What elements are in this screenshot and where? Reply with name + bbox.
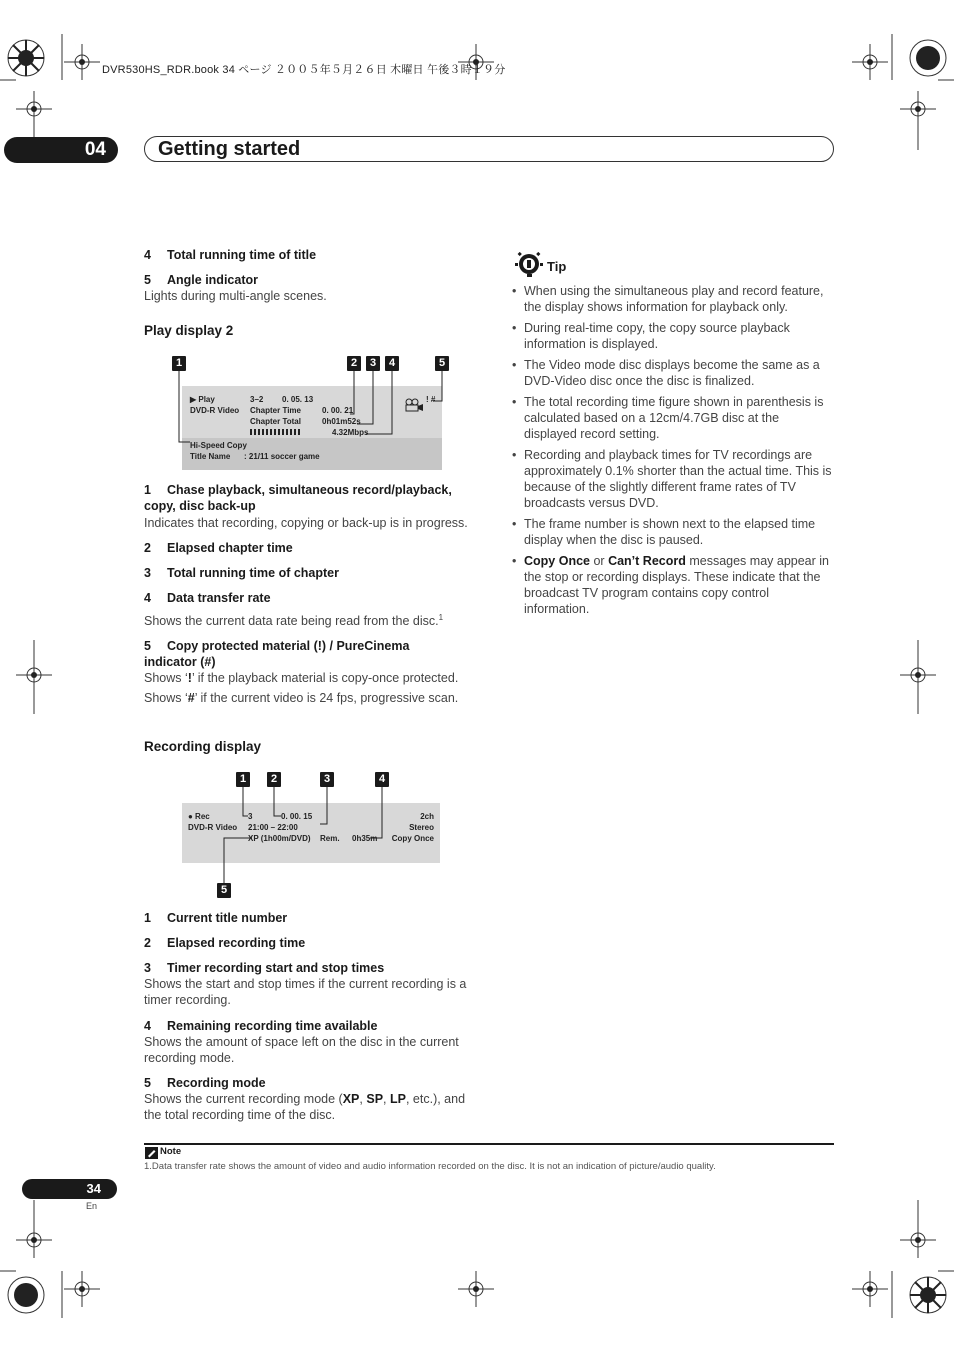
item-remaining-time: 4 Remaining recording time available xyxy=(144,1019,378,1033)
rec-leader-lines xyxy=(180,772,450,900)
note-pencil-icon xyxy=(145,1147,158,1159)
leader-lines xyxy=(172,356,462,476)
remaining-time-desc: Shows the amount of space left on the disc in the current recording mode. xyxy=(144,1035,459,1065)
item-copy-protected: 5 Copy protected material (!) / PureCinema indicator (#) xyxy=(144,639,410,670)
note-heading: Note xyxy=(160,1146,182,1157)
item-recording-mode: 5 Recording mode xyxy=(144,1076,266,1090)
tip-bullet-copy-once: • Copy Once or Can’t Record messages may appear in the stop or recording displays. These indicate that the broadcast TV program contains copy control information. xyxy=(512,553,834,617)
rec-callout-1: 1 xyxy=(236,772,250,787)
recording-screen: ● Rec DVD-R Video 3 0. 00. 15 21:00 – 22:00 XP (1h00m/DVD) Rem. 0h35m 2ch Stereo Copy Once xyxy=(182,803,440,863)
chase-playback-desc: Indicates that recording, copying or back-up is in progress. xyxy=(144,516,468,530)
chapter-title: Getting started xyxy=(158,138,301,160)
footnote-ref: 1 xyxy=(438,613,444,622)
recording-display-diagram xyxy=(180,772,450,900)
rec-callout-4: 4 xyxy=(375,772,389,787)
item-elapsed-recording-time: 2 Elapsed recording time xyxy=(144,936,306,950)
item-angle-indicator: 5 Angle indicator xyxy=(144,273,258,287)
angle-indicator-desc: Lights during multi-angle scenes. xyxy=(144,289,327,303)
item-total-running-time-chapter: 3 Total running time of chapter xyxy=(144,566,339,580)
chapter-number-badge: 04 xyxy=(4,137,118,163)
item-elapsed-chapter-time: 2 Elapsed chapter time xyxy=(144,541,293,555)
tip-bullet: • When using the simultaneous play and record feature, the display shows information for playback only. xyxy=(512,283,834,315)
callout-5: 5 xyxy=(435,356,449,371)
item-data-transfer-rate: 4 Data transfer rate xyxy=(144,591,271,605)
rec-callout-2: 2 xyxy=(267,772,281,787)
rec-callout-3: 3 xyxy=(320,772,334,787)
book-file-info: DVR530HS_RDR.book 34 ページ ２００５年５月２６日 木曜日 午後３時１９分 xyxy=(102,64,506,76)
timer-times-desc: Shows the start and stop times if the current recording is a timer recording. xyxy=(144,977,467,1007)
callout-1: 1 xyxy=(172,356,186,371)
tip-heading: Tip xyxy=(547,259,567,274)
recording-display-items xyxy=(144,910,484,1123)
tip-lightbulb-icon xyxy=(515,252,543,278)
play-display-2-heading: Play display 2 xyxy=(144,323,234,338)
recording-mode-desc: Shows the current recording mode (XP, SP, LP, etc.), and the total recording time of the disc. xyxy=(144,1092,466,1122)
rec-callout-5: 5 xyxy=(217,883,231,898)
play-display-2-diagram xyxy=(172,356,462,476)
item-current-title-number: 1 Current title number xyxy=(144,911,288,925)
play-display-2-items xyxy=(144,482,484,706)
tip-bullet: • During real-time copy, the copy source playback information is displayed. xyxy=(512,320,834,352)
callout-4: 4 xyxy=(385,356,399,371)
top-items xyxy=(144,247,484,304)
item-timer-times: 3 Timer recording start and stop times xyxy=(144,961,385,975)
callout-3: 3 xyxy=(366,356,380,371)
tip-list xyxy=(512,283,834,622)
item-total-running-time-title: 4 Total running time of title xyxy=(144,248,317,262)
note-text: 1.Data transfer rate shows the amount of video and audio information recorded on the disc. It is not an indication of picture/audio quality. xyxy=(144,1161,716,1172)
page-number-badge: 34 xyxy=(22,1179,117,1199)
language-label: En xyxy=(86,1201,98,1211)
recording-display-heading: Recording display xyxy=(144,739,262,754)
tip-bullet: • The frame number is shown next to the elapsed time display when the disc is paused. xyxy=(512,516,834,548)
copy-protected-desc-2: Shows ‘#’ if the current video is 24 fps, progressive scan. xyxy=(144,691,459,706)
tip-bullet: • Recording and playback times for TV recordings are approximately 0.1% shorter than the actual time. This is because of the slightly different frame rates of TV broadcasts versus DVD. xyxy=(512,447,834,511)
callout-2: 2 xyxy=(347,356,361,371)
play-screen: ▶ Play 3–2 0. 05. 13 DVD-R Video Chapter Time 0. 00. 21 Chapter Total 0h01m52s 4.32Mbps ! # Hi-Speed Copy Title Name : 21/11 soccer game xyxy=(182,386,442,470)
tip-bullet: • The total recording time figure shown in parenthesis is calculated based on a 12cm/4.7GB disc at the displayed record setting. xyxy=(512,394,834,442)
tip-bullet: • The Video mode disc displays become the same as a DVD-Video disc once the disc is finalized. xyxy=(512,357,834,389)
data-transfer-rate-desc: Shows the current data rate being read from the disc.$^1$ xyxy=(144,613,444,629)
note-rule xyxy=(144,1143,834,1145)
item-chase-playback: 1 Chase playback, simultaneous record/playback, copy, disc back-up xyxy=(144,483,452,513)
copy-protected-desc-1: Shows ‘!’ if the playback material is copy-once protected. xyxy=(144,671,459,686)
